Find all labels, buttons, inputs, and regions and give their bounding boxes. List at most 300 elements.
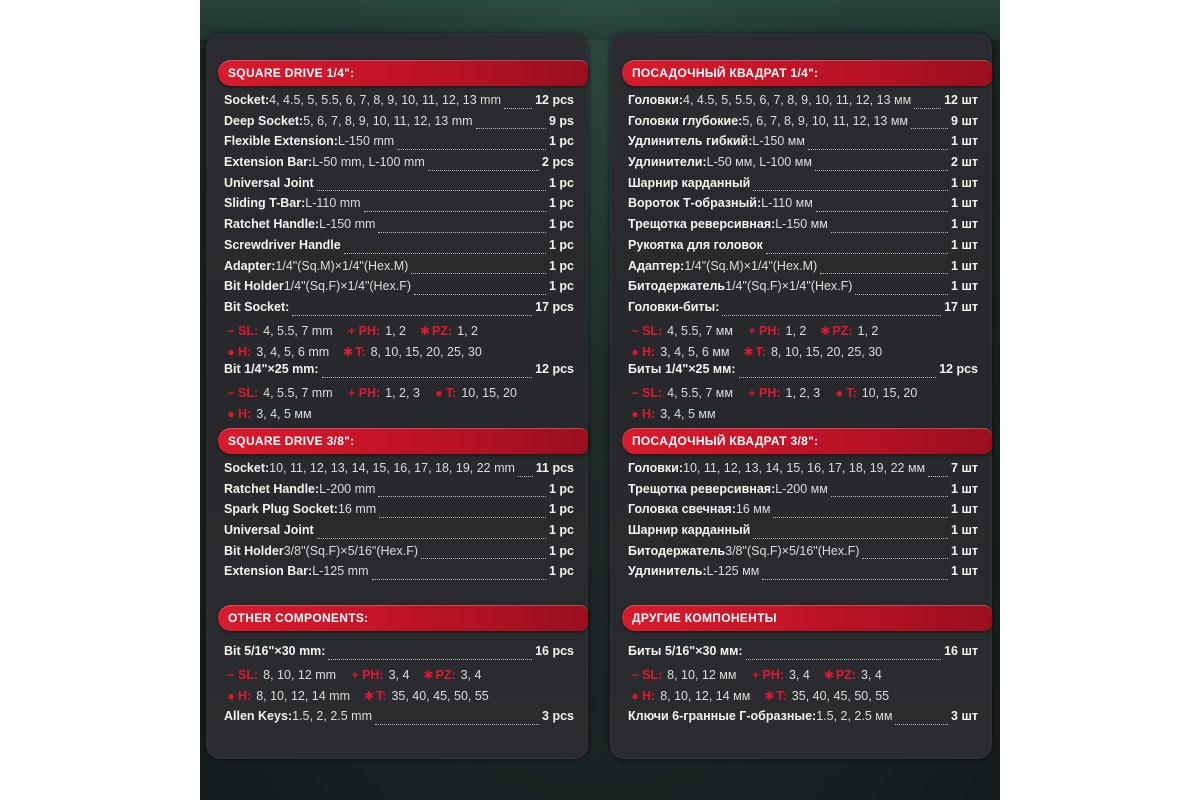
bit-type xyxy=(630,668,736,682)
item-spec: L-150 мм xyxy=(775,217,828,232)
dot-leader xyxy=(317,537,546,539)
item-spec: 4, 4.5, 5, 5.5, 6, 7, 8, 9, 10, 11, 12, 13 мм xyxy=(683,93,912,107)
list-item xyxy=(224,644,574,665)
rows-en-s2 xyxy=(224,461,574,585)
item-spec: L-110 мм xyxy=(761,196,813,211)
item-spec: 3/8"(Sq.F)×5/16"(Hex.F) xyxy=(283,543,418,558)
item-name: Flexible Extension: xyxy=(224,134,338,149)
item-name: Головки: xyxy=(628,93,683,107)
list-item xyxy=(224,217,574,238)
star-icon: ✱ xyxy=(420,323,431,338)
slotted-icon: − xyxy=(631,385,639,400)
dot-leader xyxy=(722,314,941,316)
list-item xyxy=(628,362,978,383)
bit-type xyxy=(350,668,409,682)
phillips-icon: + xyxy=(348,385,356,400)
phillips-icon: + xyxy=(348,323,356,338)
slotted-icon: − xyxy=(227,385,235,400)
item-quantity: 16 pcs xyxy=(535,644,574,658)
dot-leader xyxy=(862,557,948,559)
bit-type-sizes: 1, 2, 3 xyxy=(785,385,821,400)
item-quantity: 1 pc xyxy=(548,564,574,579)
bit-type xyxy=(226,689,350,703)
list-item xyxy=(628,644,978,665)
bit-type-label: T: xyxy=(755,344,766,359)
bit-type xyxy=(744,345,883,359)
item-spec: L-125 мм xyxy=(706,564,760,579)
dot-leader xyxy=(808,148,948,150)
bit-type-label: T: xyxy=(776,688,787,703)
list-item xyxy=(224,259,574,280)
item-spec: 1.5, 2, 2.5 мм xyxy=(816,709,893,724)
item-quantity: 1 pc xyxy=(548,502,574,517)
list-item xyxy=(628,155,978,176)
item-quantity: 1 pc xyxy=(548,523,574,538)
phillips-icon: + xyxy=(748,323,756,338)
slotted-icon: − xyxy=(227,323,235,338)
bit-type-sizes: 3, 4, 5, 6 мм xyxy=(660,344,730,359)
section-header-ru-1-4: ПОСАДОЧНЫЙ КВАДРАТ 1/4": xyxy=(622,60,992,86)
bit-type-sizes: 3, 4 xyxy=(388,668,410,683)
list-item xyxy=(628,217,978,238)
dot-leader xyxy=(518,475,533,477)
rows-en-s1 xyxy=(224,93,574,424)
bit-type-row xyxy=(628,341,978,362)
list-item xyxy=(628,238,978,259)
hex-icon: ● xyxy=(631,406,639,421)
dot-leader xyxy=(928,475,948,477)
list-item xyxy=(628,300,978,321)
dot-leader xyxy=(379,516,546,518)
item-name: Головки: xyxy=(628,461,683,475)
dot-leader xyxy=(364,210,546,212)
bit-type-sizes: 8, 10, 15, 20, 25, 30 xyxy=(770,344,883,359)
bit-type-label: H: xyxy=(238,688,252,703)
dot-leader xyxy=(753,189,948,191)
item-quantity: 1 шт xyxy=(951,481,978,496)
star-icon: ✱ xyxy=(423,668,434,683)
item-quantity: 1 шт xyxy=(951,564,978,579)
item-name: Шарнир карданный xyxy=(628,175,751,190)
item-name: Головки-биты: xyxy=(628,299,720,314)
item-spec: L-125 mm xyxy=(312,564,369,579)
bit-type-row xyxy=(224,321,574,342)
item-quantity: 1 шт xyxy=(951,237,978,252)
item-name: Bit 1/4"×25 mm: xyxy=(224,361,319,376)
bit-type-sizes: 3, 4, 5 мм xyxy=(660,406,716,421)
bit-type-sizes: 8, 10, 12 мм xyxy=(667,668,737,683)
dot-leader xyxy=(328,658,532,660)
bit-type-label: PZ: xyxy=(832,323,853,338)
item-name: Screwdriver Handle xyxy=(224,237,341,252)
bit-type xyxy=(630,689,750,703)
list-item xyxy=(628,259,978,280)
item-name: Шарнир карданный xyxy=(628,523,751,538)
item-name: Удлинители: xyxy=(628,155,707,170)
section-header-ru-other: ДРУГИЕ КОМПОНЕНТЫ xyxy=(622,605,992,631)
bit-type-sizes: 8, 10, 15, 20, 25, 30 xyxy=(370,344,482,359)
dot-leader xyxy=(753,537,948,539)
item-spec: 16 mm xyxy=(337,502,377,517)
item-spec: 1/4"(Sq.F)×1/4"(Hex.F) xyxy=(725,279,853,294)
item-quantity: 1 шт xyxy=(951,523,978,538)
star-icon: ✱ xyxy=(743,344,754,359)
list-item xyxy=(628,461,978,482)
bit-type-sizes: 3, 4 xyxy=(460,668,482,683)
list-item xyxy=(224,461,574,482)
list-item xyxy=(628,709,978,730)
item-name: Рукоятка для головок xyxy=(628,237,763,252)
item-spec: 4, 4.5, 5, 5.5, 6, 7, 8, 9, 10, 11, 12, 13 mm xyxy=(269,93,502,107)
list-item xyxy=(224,238,574,259)
dot-leader xyxy=(378,231,546,233)
bit-type-row xyxy=(628,321,978,342)
item-quantity: 1 pc xyxy=(548,217,574,232)
bit-type-label: PH: xyxy=(758,385,781,400)
item-quantity: 1 шт xyxy=(951,258,978,273)
list-item xyxy=(224,300,574,321)
bit-type-sizes: 3, 4, 5, 6 mm xyxy=(256,344,330,359)
item-spec: L-150 мм xyxy=(752,134,805,149)
product-photo xyxy=(200,0,1000,800)
list-item xyxy=(628,523,978,544)
item-name: Universal Joint xyxy=(224,175,314,190)
hex-icon: ● xyxy=(227,688,235,703)
card-english xyxy=(206,34,588,759)
rows-ru-s2 xyxy=(628,461,978,585)
list-item xyxy=(224,502,574,523)
bit-type-label: SL: xyxy=(642,323,663,338)
list-item xyxy=(224,544,574,565)
bit-type-label: SL: xyxy=(642,385,663,400)
bit-type xyxy=(630,386,733,400)
item-name: Биты 5/16"×30 мм: xyxy=(628,644,743,658)
item-spec: 16 мм xyxy=(735,502,771,517)
star-icon: ✱ xyxy=(764,688,775,703)
dot-leader xyxy=(762,578,948,580)
hex-icon: ● xyxy=(631,344,639,359)
bit-type-row xyxy=(628,383,978,404)
item-quantity: 1 pc xyxy=(548,279,574,294)
bit-type xyxy=(226,668,336,682)
bit-type-label: PZ: xyxy=(835,668,856,683)
item-name: Трещотка реверсивная: xyxy=(628,217,776,232)
bit-type xyxy=(820,324,878,338)
item-name: Bit 5/16"×30 mm: xyxy=(224,644,326,658)
item-spec: 5, 6, 7, 8, 9, 10, 11, 12, 13 мм xyxy=(742,113,909,128)
item-name: Socket: xyxy=(224,461,270,475)
item-quantity: 16 шт xyxy=(944,644,978,658)
dot-leader xyxy=(428,169,539,171)
star-icon: ✱ xyxy=(823,668,834,683)
item-quantity: 1 pc xyxy=(548,237,574,252)
bit-type-row xyxy=(224,341,574,362)
item-spec: 1/4"(Sq.M)×1/4"(Hex.M) xyxy=(684,258,818,273)
item-quantity: 1 pc xyxy=(548,481,574,496)
bit-type xyxy=(750,668,809,682)
item-quantity: 1 шт xyxy=(951,175,978,190)
dot-leader xyxy=(739,376,937,378)
list-item xyxy=(224,482,574,503)
hex-icon: ● xyxy=(835,385,843,400)
dot-leader xyxy=(372,578,546,580)
item-quantity: 1 шт xyxy=(951,279,978,294)
star-icon: ✱ xyxy=(364,688,375,703)
list-item xyxy=(224,279,574,300)
rows-ru-s3 xyxy=(628,644,978,730)
item-spec: 1/4"(Sq.F)×1/4"(Hex.F) xyxy=(283,279,412,294)
item-spec: L-200 mm xyxy=(319,481,376,496)
bit-type-sizes: 8, 10, 12, 14 мм xyxy=(660,688,751,703)
dot-leader xyxy=(504,107,532,109)
item-spec: L-200 мм xyxy=(775,481,828,496)
slotted-icon: − xyxy=(631,668,639,683)
section-header-square-drive-1-4: SQUARE DRIVE 1/4": xyxy=(218,60,588,86)
list-item xyxy=(224,134,574,155)
bit-type xyxy=(226,407,312,421)
dot-leader xyxy=(816,210,948,212)
list-item xyxy=(224,155,574,176)
bit-type-label: T: xyxy=(846,385,857,400)
item-quantity: 12 pcs xyxy=(939,361,978,376)
bit-type-row xyxy=(224,403,574,424)
section-header-square-drive-3-8: SQUARE DRIVE 3/8": xyxy=(218,428,588,454)
bit-type-sizes: 1, 2 xyxy=(457,323,479,338)
bit-type-sizes: 35, 40, 45, 50, 55 xyxy=(391,688,489,703)
bit-type-label: H: xyxy=(642,688,656,703)
rows-en-s3 xyxy=(224,644,574,730)
star-icon: ✱ xyxy=(343,344,354,359)
dot-leader xyxy=(421,557,546,559)
bit-type-sizes: 1, 2 xyxy=(857,323,879,338)
item-spec: L-110 mm xyxy=(305,196,361,211)
bit-type-row xyxy=(628,665,978,686)
item-name: Головка свечная: xyxy=(628,502,736,517)
item-quantity: 1 шт xyxy=(951,134,978,149)
list-item xyxy=(224,196,574,217)
bit-type-row xyxy=(224,665,574,686)
bit-type xyxy=(226,345,329,359)
list-item xyxy=(628,196,978,217)
item-quantity: 12 pcs xyxy=(535,361,574,376)
bit-type xyxy=(630,324,733,338)
list-item xyxy=(628,564,978,585)
item-name: Universal Joint xyxy=(224,523,314,538)
bit-type xyxy=(434,386,517,400)
item-spec: L-50 mm, L-100 mm xyxy=(312,155,425,170)
bit-type xyxy=(824,668,882,682)
list-item xyxy=(628,482,978,503)
bit-type-sizes: 10, 15, 20 xyxy=(461,385,517,400)
bit-type-sizes: 1, 2 xyxy=(385,323,407,338)
item-name: Биты 1/4"×25 мм: xyxy=(628,361,736,376)
bit-type-label: SL: xyxy=(642,668,663,683)
item-quantity: 2 pcs xyxy=(542,155,574,170)
bit-type-sizes: 3, 4 xyxy=(788,668,810,683)
item-quantity: 1 pc xyxy=(548,134,574,149)
list-item xyxy=(628,176,978,197)
item-quantity: 1 pc xyxy=(548,175,574,190)
bit-type-sizes: 8, 10, 12, 14 mm xyxy=(256,688,351,703)
item-quantity: 9 ps xyxy=(548,113,574,128)
bit-type-label: PH: xyxy=(362,668,384,683)
bit-type-sizes: 35, 40, 45, 50, 55 xyxy=(791,688,890,703)
bit-type xyxy=(420,324,478,338)
bit-type xyxy=(747,386,820,400)
dot-leader xyxy=(414,293,546,295)
item-quantity: 17 шт xyxy=(944,299,978,314)
list-item xyxy=(224,709,574,730)
bit-type-label: PZ: xyxy=(435,668,456,683)
list-item xyxy=(224,564,574,585)
dot-leader xyxy=(344,252,546,254)
bit-type-label: PH: xyxy=(358,323,381,338)
bit-type-label: H: xyxy=(238,344,252,359)
slotted-icon: − xyxy=(631,323,639,338)
hex-icon: ● xyxy=(435,385,443,400)
list-item xyxy=(628,279,978,300)
list-item xyxy=(224,114,574,135)
bit-type-label: H: xyxy=(238,406,252,421)
bit-type-row xyxy=(224,383,574,404)
section-header-other-components: OTHER COMPONENTS: xyxy=(218,605,588,631)
item-spec: L-50 мм, L-100 мм xyxy=(706,155,812,170)
item-name: Удлинитель: xyxy=(628,564,707,579)
dot-leader xyxy=(317,189,546,191)
card-russian xyxy=(610,34,992,759)
item-name: Головки глубокие: xyxy=(628,113,743,128)
item-name: Трещотка реверсивная: xyxy=(628,481,776,496)
dot-leader xyxy=(766,252,948,254)
dot-leader xyxy=(746,658,942,660)
dot-leader xyxy=(476,127,546,129)
slotted-icon: − xyxy=(227,668,235,683)
bit-type xyxy=(347,324,406,338)
item-name: Spark Plug Socket: xyxy=(224,502,338,517)
item-name: Extension Bar: xyxy=(224,155,313,170)
bit-type xyxy=(226,386,333,400)
bit-type-sizes: 1, 2 xyxy=(785,323,807,338)
list-item xyxy=(628,544,978,565)
bit-type-sizes: 10, 15, 20 xyxy=(861,385,918,400)
bit-type xyxy=(630,345,730,359)
item-quantity: 1 шт xyxy=(951,543,978,558)
hex-icon: ● xyxy=(227,406,235,421)
bit-type-sizes: 8, 10, 12 mm xyxy=(263,668,337,683)
bit-type-row xyxy=(628,685,978,706)
list-item xyxy=(628,114,978,135)
bit-type-sizes: 4, 5.5, 7 мм xyxy=(667,385,733,400)
bit-type-label: T: xyxy=(376,688,387,703)
list-item xyxy=(224,362,574,383)
dot-leader xyxy=(911,127,948,129)
bit-type-label: PH: xyxy=(762,668,784,683)
item-quantity: 1 шт xyxy=(951,217,978,232)
item-name: Sliding T-Bar: xyxy=(224,196,306,211)
bit-type xyxy=(630,407,716,421)
list-item xyxy=(628,93,978,114)
bit-type-sizes: 3, 4, 5 мм xyxy=(256,406,312,421)
hex-icon: ● xyxy=(631,688,639,703)
bit-type-row xyxy=(628,403,978,424)
bit-type-label: SL: xyxy=(238,668,259,683)
item-quantity: 2 шт xyxy=(951,155,978,170)
item-spec: 1/4"(Sq.M)×1/4"(Hex.M) xyxy=(275,258,409,273)
item-spec: 10, 11, 12, 13, 14, 15, 16, 17, 18, 19, 22 mm xyxy=(269,461,515,475)
bit-type-sizes: 1, 2, 3 xyxy=(385,385,420,400)
bit-type-label: SL: xyxy=(238,385,259,400)
dot-leader xyxy=(411,272,546,274)
item-quantity: 1 шт xyxy=(951,196,978,211)
dot-leader xyxy=(815,169,948,171)
dot-leader xyxy=(322,376,533,378)
bit-type-label: PZ: xyxy=(432,323,453,338)
item-name: Адаптер: xyxy=(628,258,685,273)
list-item xyxy=(224,176,574,197)
list-item xyxy=(224,93,574,114)
item-quantity: 1 шт xyxy=(951,502,978,517)
dot-leader xyxy=(397,148,546,150)
dot-leader xyxy=(292,314,532,316)
bit-type xyxy=(343,345,482,359)
section-header-ru-3-8: ПОСАДОЧНЫЙ КВАДРАТ 3/8": xyxy=(622,428,992,454)
item-spec: 3/8"(Sq.F)×5/16"(Hex.F) xyxy=(725,543,860,558)
item-quantity: 12 pcs xyxy=(535,93,574,107)
bit-type xyxy=(747,324,806,338)
item-name: Bit Holder xyxy=(224,543,284,558)
dot-leader xyxy=(378,495,546,497)
dot-leader xyxy=(831,495,948,497)
item-quantity: 7 шт xyxy=(951,461,978,475)
item-quantity: 11 pcs xyxy=(535,461,574,475)
dot-leader xyxy=(831,231,948,233)
item-name: Extension Bar: xyxy=(224,564,313,579)
item-quantity: 3 pcs xyxy=(542,709,574,724)
bit-type-label: SL: xyxy=(238,323,259,338)
item-spec: 10, 11, 12, 13, 14, 15, 16, 17, 18, 19, 22 мм xyxy=(683,461,926,475)
bit-type-label: PH: xyxy=(358,385,381,400)
item-quantity: 1 pc xyxy=(548,258,574,273)
bit-type-label: H: xyxy=(642,406,656,421)
bit-type xyxy=(423,668,481,682)
bit-type xyxy=(764,689,889,703)
bit-type xyxy=(226,324,333,338)
list-item xyxy=(628,502,978,523)
bit-type-sizes: 3, 4 xyxy=(860,668,882,683)
bit-type-label: PH: xyxy=(758,323,781,338)
dot-leader xyxy=(820,272,948,274)
bit-type-row xyxy=(224,685,574,706)
item-quantity: 1 pc xyxy=(548,196,574,211)
item-quantity: 3 шт xyxy=(951,709,978,724)
dot-leader xyxy=(375,723,539,725)
item-name: Ratchet Handle: xyxy=(224,481,320,496)
hex-icon: ● xyxy=(227,344,235,359)
item-name: Adapter: xyxy=(224,258,276,273)
item-spec: 1.5, 2, 2.5 mm xyxy=(292,709,372,724)
item-spec: L-150 mm xyxy=(337,134,395,149)
item-spec: L-150 mm xyxy=(319,217,376,232)
dot-leader xyxy=(895,723,948,725)
dot-leader xyxy=(773,516,948,518)
item-quantity: 9 шт xyxy=(951,113,978,128)
item-spec: 5, 6, 7, 8, 9, 10, 11, 12, 13 mm xyxy=(303,113,473,128)
phillips-icon: + xyxy=(748,385,756,400)
bit-type-sizes: 4, 5.5, 7 mm xyxy=(263,323,333,338)
item-name: Ключи 6-гранные Г-образные: xyxy=(628,709,817,724)
rows-ru-s1 xyxy=(628,93,978,424)
item-name: Allen Keys: xyxy=(224,709,293,724)
